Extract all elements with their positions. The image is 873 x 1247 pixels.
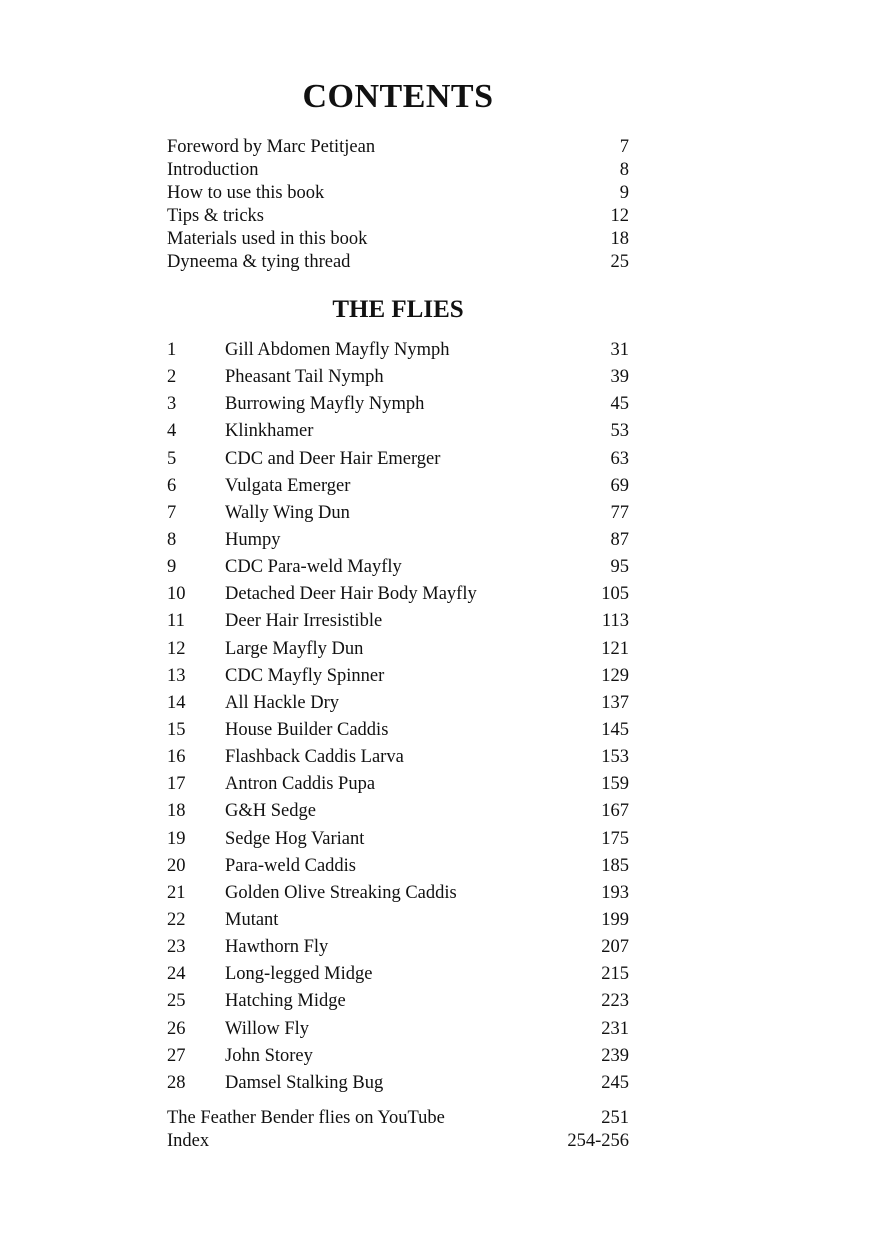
fly-page: 231 [601,1018,629,1039]
fly-entry [167,636,629,663]
fly-number: 17 [167,774,186,795]
fly-number: 23 [167,937,186,958]
toc-entry [167,182,629,205]
fly-number: 25 [167,991,186,1012]
fly-page: 137 [601,692,629,713]
fly-entry [167,771,629,798]
fly-page: 53 [610,421,629,442]
fly-number: 7 [167,502,177,523]
fly-number: 4 [167,421,177,442]
fly-number: 16 [167,747,186,768]
fly-page: 199 [601,909,629,930]
fly-page: 87 [610,529,629,550]
fly-name: Burrowing Mayfly Nymph [225,394,425,415]
fly-page: 185 [601,855,629,876]
toc-entry-page: 7 [619,137,629,157]
fly-page: 113 [601,611,629,632]
toc-entry-page: 18 [610,229,629,249]
fly-entry [167,1016,629,1043]
fly-name: Antron Caddis Pupa [225,774,376,795]
toc-entry-page: 12 [610,206,629,226]
fly-page: 129 [601,665,629,686]
fly-name: Klinkhamer [225,421,314,442]
fly-entry [167,418,629,445]
fly-name: Deer Hair Irresistible [225,611,383,632]
fly-number: 3 [167,394,177,415]
fly-entry [167,391,629,418]
toc-entry-label: How to use this book [167,183,325,203]
toc-entry-page: 251 [601,1108,629,1128]
fly-name: G&H Sedge [225,801,316,822]
fly-name: Humpy [225,529,281,550]
fly-page: 215 [601,964,629,985]
fly-name: John Storey [225,1045,313,1066]
toc-entry-label: Materials used in this book [167,229,368,249]
fly-name: Willow Fly [225,1018,310,1039]
fly-entry [167,907,629,934]
fly-page: 167 [601,801,629,822]
fly-page: 39 [610,367,629,388]
fly-name: Golden Olive Streaking Caddis [225,882,457,903]
fly-entry [167,337,629,364]
fly-number: 12 [167,638,186,659]
fly-number: 18 [167,801,186,822]
toc-entry [167,205,629,228]
fly-page: 95 [610,557,629,578]
fly-entry [167,581,629,608]
fly-entry [167,934,629,961]
fly-page: 193 [601,882,629,903]
fly-entry [167,853,629,880]
fly-entry [167,988,629,1015]
fly-name: Wally Wing Dun [225,502,350,523]
fly-entry [167,473,629,500]
fly-entry [167,500,629,527]
fly-page: 207 [601,937,629,958]
fly-name: Detached Deer Hair Body Mayfly [225,584,477,605]
fly-entry [167,880,629,907]
fly-number: 5 [167,448,177,469]
fly-entry [167,527,629,554]
fly-page: 153 [601,747,629,768]
toc-entry-page: 9 [619,183,629,203]
fly-page: 145 [601,719,629,740]
fly-number: 27 [167,1045,186,1066]
fly-name: CDC and Deer Hair Emerger [225,448,441,469]
fly-entry [167,1070,629,1097]
fly-page: 159 [601,774,629,795]
fly-page: 63 [610,448,629,469]
toc-entry-page: 25 [610,252,629,272]
fly-entry [167,554,629,581]
toc-entry [167,159,629,182]
front-matter-list [167,136,629,274]
fly-name: Damsel Stalking Bug [225,1072,384,1093]
fly-entry [167,364,629,391]
toc-entry [167,136,629,159]
fly-page: 223 [601,991,629,1012]
fly-number: 9 [167,557,177,578]
toc-entry-page: 254-256 [567,1131,629,1151]
fly-entry [167,717,629,744]
flies-list [167,337,629,1097]
fly-number: 14 [167,692,186,713]
fly-name: All Hackle Dry [225,692,340,713]
fly-number: 24 [167,964,186,985]
fly-page: 239 [601,1045,629,1066]
fly-number: 19 [167,828,186,849]
fly-name: Gill Abdomen Mayfly Nymph [225,340,450,360]
fly-entry [167,744,629,771]
fly-name: Pheasant Tail Nymph [225,367,384,388]
fly-name: Hawthorn Fly [225,937,329,958]
fly-name: CDC Para-weld Mayfly [225,557,402,578]
fly-entry [167,690,629,717]
back-matter-list [167,1107,629,1153]
toc-entry-label: Introduction [167,160,259,180]
fly-name: CDC Mayfly Spinner [225,665,385,686]
page-title: CONTENTS [302,78,494,115]
fly-number: 10 [167,584,186,605]
toc-entry-label: Foreword by Marc Petitjean [167,137,376,157]
fly-page: 69 [610,475,629,496]
fly-name: Vulgata Emerger [225,475,351,496]
fly-name: House Builder Caddis [225,719,389,740]
fly-number: 22 [167,909,186,930]
toc-entry [167,228,629,251]
fly-number: 15 [167,719,186,740]
toc-entry-page: 8 [619,160,629,180]
fly-number: 20 [167,855,186,876]
fly-entry [167,961,629,988]
fly-page: 121 [601,638,629,659]
toc-entry-label: Tips & tricks [167,206,264,226]
fly-number: 26 [167,1018,186,1039]
fly-entry [167,798,629,825]
toc-entry-label: Index [167,1131,210,1151]
fly-number: 28 [167,1072,186,1093]
fly-number: 13 [167,665,186,686]
toc-entry-label: Dyneema & tying thread [167,252,351,272]
toc-entry-label: The Feather Bender flies on YouTube [167,1108,445,1128]
fly-name: Hatching Midge [225,991,346,1012]
toc-entry [167,251,629,274]
fly-name: Sedge Hog Variant [225,828,365,849]
fly-page: 175 [601,828,629,849]
fly-number: 21 [167,882,186,903]
fly-number: 1 [167,340,177,360]
fly-entry [167,446,629,473]
fly-name: Long-legged Midge [225,964,373,985]
fly-entry [167,608,629,635]
fly-number: 2 [167,367,177,388]
fly-number: 6 [167,475,177,496]
fly-name: Large Mayfly Dun [225,638,364,659]
fly-name: Flashback Caddis Larva [225,747,404,768]
flies-section-title: THE FLIES [332,296,464,323]
fly-page: 245 [601,1072,629,1093]
toc-entry [167,1107,629,1130]
fly-number: 8 [167,529,177,550]
fly-entry [167,1043,629,1070]
fly-page: 45 [610,394,629,415]
fly-page: 31 [610,340,629,360]
fly-page: 105 [601,584,629,605]
fly-name: Mutant [225,909,279,930]
fly-entry [167,663,629,690]
toc-entry [167,1130,629,1153]
fly-name: Para-weld Caddis [225,855,357,876]
fly-page: 77 [610,502,629,523]
fly-entry [167,826,629,853]
fly-number: 11 [167,611,185,632]
